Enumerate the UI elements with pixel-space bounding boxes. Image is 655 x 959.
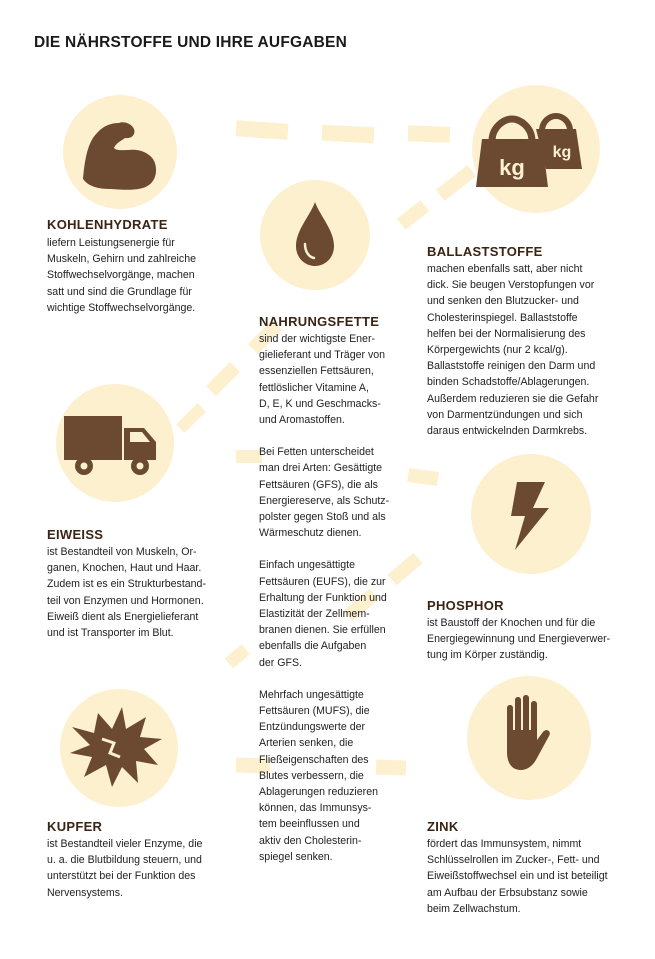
phosphor-description	[427, 615, 610, 664]
text-line: ist Baustoff der Knochen und für die	[427, 617, 596, 629]
text-line: D, E, K und Geschmacks-	[259, 397, 381, 410]
phosphor-circle	[469, 452, 593, 576]
text-line: u. a. die Blutbildung steuern, und	[47, 854, 202, 867]
text-line: man drei Arten: Gesättigte	[259, 462, 383, 475]
text-line: der GFS.	[259, 656, 302, 669]
text-line: Fettsäuren (EUFS), die zur	[259, 575, 386, 588]
text-line: ist Bestandteil von Muskeln, Or-	[47, 546, 197, 558]
kohlenhydrate-heading: KOHLENHYDRATE	[47, 217, 168, 232]
kohlenhydrate-circle	[61, 93, 179, 211]
text-line: ebenfalls die Aufgaben	[259, 640, 367, 653]
text-line: dick. Sie beugen Verstopfungen vor	[427, 279, 595, 292]
text-line: Fettsäuren (MUFS), die	[259, 705, 370, 718]
text-line: polster gegen Stoß und als	[259, 511, 386, 524]
text-line: liefern Leistungsenergie für	[47, 237, 175, 249]
nahrungsfette-paragraph-1	[259, 331, 389, 428]
text-line: helfen bei der Normalisierung des	[427, 327, 586, 340]
zink-description	[427, 836, 608, 917]
text-line: Nervensystems.	[47, 886, 123, 899]
kupfer-description	[47, 836, 202, 901]
text-line: Stoffwechselvorgänge, machen	[47, 269, 195, 282]
text-line: beim Zellwachstum.	[427, 902, 521, 915]
zink-circle	[465, 674, 593, 802]
eiweiss-description	[47, 544, 206, 641]
text-line: Mehrfach ungesättigte	[259, 688, 364, 701]
ballaststoffe-heading: BALLASTSTOFFE	[427, 244, 543, 259]
text-line: Außerdem reduzieren sie die Gefahr	[427, 392, 599, 405]
text-line: branen dienen. Sie erfüllen	[259, 624, 386, 637]
text-line: unterstützt bei der Funktion des	[47, 870, 196, 883]
text-line: Cholesterinspiegel. Ballaststoffe	[427, 311, 578, 324]
text-line: tem beeinflussen und	[259, 818, 360, 831]
nahrungsfette-paragraph-4	[259, 687, 389, 865]
text-line: Eiweiß dient als Energielieferant	[47, 610, 199, 623]
nahrungsfette-paragraph-2	[259, 444, 389, 541]
text-line: und Aromastoffen.	[259, 414, 345, 427]
text-line: wichtige Stoffwechselvorgänge.	[47, 301, 196, 314]
text-line: von Darmentzündungen und sich	[427, 408, 583, 421]
text-line: Ballaststoffe reinigen den Darm und	[427, 360, 596, 373]
page-title: DIE NÄHRSTOFFE UND IHRE AUFGABEN	[34, 34, 347, 51]
text-line: Bei Fetten unterscheidet	[259, 446, 374, 459]
text-line: gielieferant und Träger von	[259, 349, 386, 362]
ballaststoffe-description	[427, 261, 598, 439]
text-line: am Aufbau der Erbsubstanz sowie	[427, 886, 588, 899]
text-line: Erhaltung der Funktion und	[259, 591, 387, 604]
text-line: Eiweißstoffwechsel ein und ist beteiligt	[427, 870, 608, 883]
nahrungsfette-paragraph-3	[259, 557, 389, 670]
text-line: Ablagerungen reduzieren	[259, 786, 378, 799]
nahrungsfette-description	[259, 331, 389, 865]
text-line: essenziellen Fettsäuren,	[259, 365, 374, 378]
kohlenhydrate-description	[47, 235, 196, 316]
text-line: Wärmeschutz dienen.	[259, 527, 362, 540]
text-line: ganen, Knochen, Haut und Haar.	[47, 562, 202, 575]
text-line: und senken den Blutzucker- und	[427, 295, 579, 308]
text-line: Schlüsselrollen im Zucker-, Fett- und	[427, 854, 600, 867]
kupfer-heading: KUPFER	[47, 819, 103, 834]
text-line: können, das Immunsys-	[259, 802, 372, 815]
text-line: binden Schadstoffe/Ablagerungen.	[427, 376, 590, 389]
phosphor-heading: PHOSPHOR	[427, 598, 504, 613]
text-line: Körpergewichts (nur 2 kcal/g).	[427, 344, 568, 357]
text-line: Elastizität der Zellmem-	[259, 608, 370, 621]
text-line: daraus entwickelnden Darmkrebs.	[427, 425, 588, 438]
text-line: satt und sind die Grundlage für	[47, 285, 192, 298]
svg-text:kg: kg	[552, 144, 572, 161]
zink-heading: ZINK	[427, 819, 459, 834]
text-line: fettlöslicher Vitamine A,	[259, 381, 369, 394]
svg-text:kg: kg	[499, 155, 525, 180]
ballaststoffe-circle	[470, 83, 602, 215]
text-line: und ist Transporter im Blut.	[47, 627, 174, 640]
text-line: spiegel senken.	[259, 850, 333, 863]
text-line: machen ebenfalls satt, aber nicht	[427, 263, 583, 275]
eiweiss-heading: EIWEISS	[47, 527, 104, 542]
kupfer-circle	[58, 687, 180, 809]
text-line: Einfach ungesättigte	[259, 559, 356, 572]
text-line: Muskeln, Gehirn und zahlreiche	[47, 253, 196, 266]
text-line: sind der wichtigste Ener-	[259, 333, 375, 345]
text-line: Energiereserve, als Schutz-	[259, 494, 390, 507]
text-line: teil von Enzymen und Hormonen.	[47, 594, 204, 607]
text-line: Fließeigenschaften des	[259, 753, 369, 766]
nahrungsfette-heading: NAHRUNGSFETTE	[259, 314, 380, 329]
eiweiss-circle	[54, 382, 176, 504]
text-line: Entzündungswerte der	[259, 721, 366, 734]
text-line: Fettsäuren (GFS), die als	[259, 478, 378, 491]
text-line: Blutes verbessern, die	[259, 769, 364, 782]
text-line: Arterien senken, die	[259, 737, 354, 750]
nahrungsfette-circle	[258, 178, 372, 292]
text-line: Energiegewinnung und Energieverwer-	[427, 633, 611, 646]
text-line: fördert das Immunsystem, nimmt	[427, 838, 582, 850]
text-line: tung im Körper zuständig.	[427, 649, 548, 662]
text-line: ist Bestandteil vieler Enzyme, die	[47, 838, 203, 850]
text-line: Zudem ist es ein Strukturbestand-	[47, 578, 206, 591]
text-line: aktiv den Cholesterin-	[259, 834, 362, 847]
